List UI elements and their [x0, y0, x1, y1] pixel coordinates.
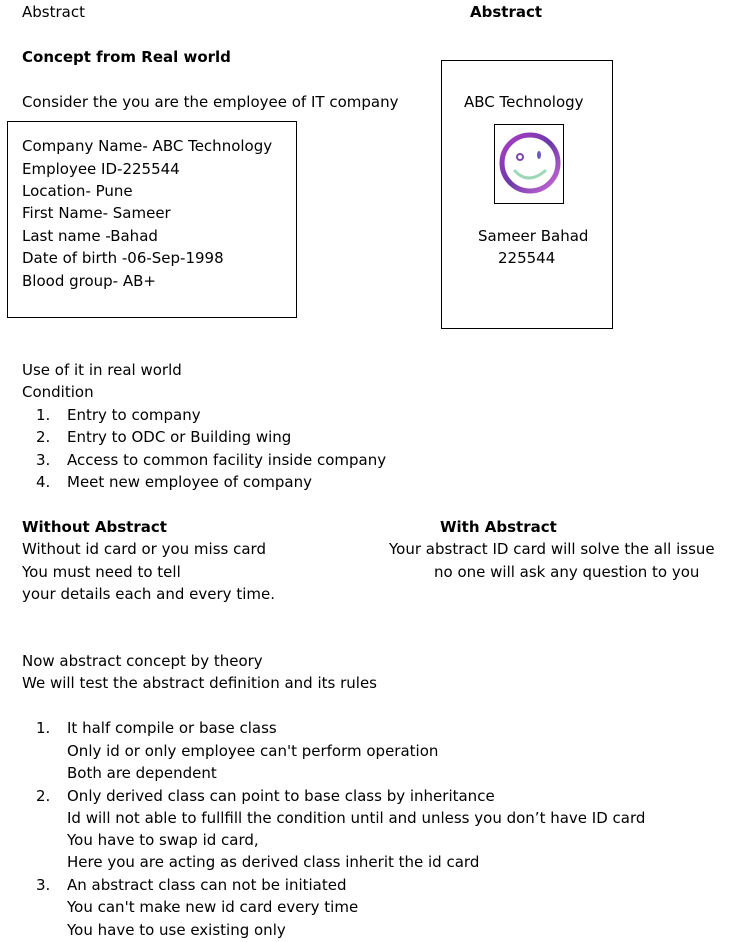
rule-line: Only derived class can point to base class by inheritance	[67, 787, 495, 805]
rule-line: Both are dependent	[67, 764, 217, 782]
use-title: Use of it in real world	[22, 361, 182, 379]
without-line: Without id card or you miss card	[22, 540, 266, 558]
list-number: 2.	[36, 428, 51, 446]
list-text: Entry to company	[67, 406, 201, 424]
header-right-title: Abstract	[470, 3, 543, 21]
list-text: Meet new employee of company	[67, 473, 312, 491]
rule-line: Here you are acting as derived class inherit the id card	[67, 853, 480, 871]
rule-line: It half compile or base class	[67, 719, 277, 737]
without-line: You must need to tell	[22, 563, 181, 581]
rule-number: 3.	[36, 876, 51, 894]
list-number: 4.	[36, 473, 51, 491]
rule-number: 1.	[36, 719, 51, 737]
rule-line: An abstract class can not be initiated	[67, 876, 347, 894]
with-line: Your abstract ID card will solve the all issue	[389, 540, 715, 558]
detail-blood-group: Blood group- AB+	[22, 272, 156, 290]
without-heading: Without Abstract	[22, 518, 167, 536]
rule-line: Id will not able to fullfill the condition until and unless you don’t have ID card	[67, 809, 646, 827]
detail-first-name: First Name- Sameer	[22, 204, 171, 222]
rule-number: 2.	[36, 787, 51, 805]
id-card-number: 225544	[498, 249, 556, 267]
list-number: 3.	[36, 451, 51, 469]
with-heading: With Abstract	[440, 518, 557, 536]
smiley-face-icon	[495, 125, 563, 203]
id-card-name: Sameer Bahad	[478, 227, 589, 245]
rule-line: You have to use existing only	[67, 921, 286, 939]
detail-location: Location- Pune	[22, 182, 133, 200]
detail-dob: Date of birth -06-Sep-1998	[22, 249, 224, 267]
rule-line: You have to swap id card,	[67, 831, 259, 849]
list-number: 1.	[36, 406, 51, 424]
list-text: Access to common facility inside company	[67, 451, 387, 469]
header-left-title: Abstract	[22, 3, 85, 21]
theory-line-1: Now abstract concept by theory	[22, 652, 263, 670]
id-card-photo	[494, 124, 564, 204]
employee-details-box	[7, 121, 297, 318]
with-line: no one will ask any question to you	[434, 563, 700, 581]
rule-line: Only id or only employee can't perform operation	[67, 742, 439, 760]
detail-last-name: Last name -Bahad	[22, 227, 158, 245]
concept-intro: Consider the you are the employee of IT company	[22, 93, 399, 111]
id-card-company: ABC Technology	[464, 93, 584, 111]
list-text: Entry to ODC or Building wing	[67, 428, 292, 446]
concept-heading: Concept from Real world	[22, 48, 231, 66]
without-line: your details each and every time.	[22, 585, 275, 603]
detail-employee-id: Employee ID-225544	[22, 160, 180, 178]
rule-line: You can't make new id card every time	[67, 898, 359, 916]
condition-label: Condition	[22, 383, 94, 401]
theory-line-2: We will test the abstract definition and its rules	[22, 674, 377, 692]
detail-company: Company Name- ABC Technology	[22, 137, 273, 155]
